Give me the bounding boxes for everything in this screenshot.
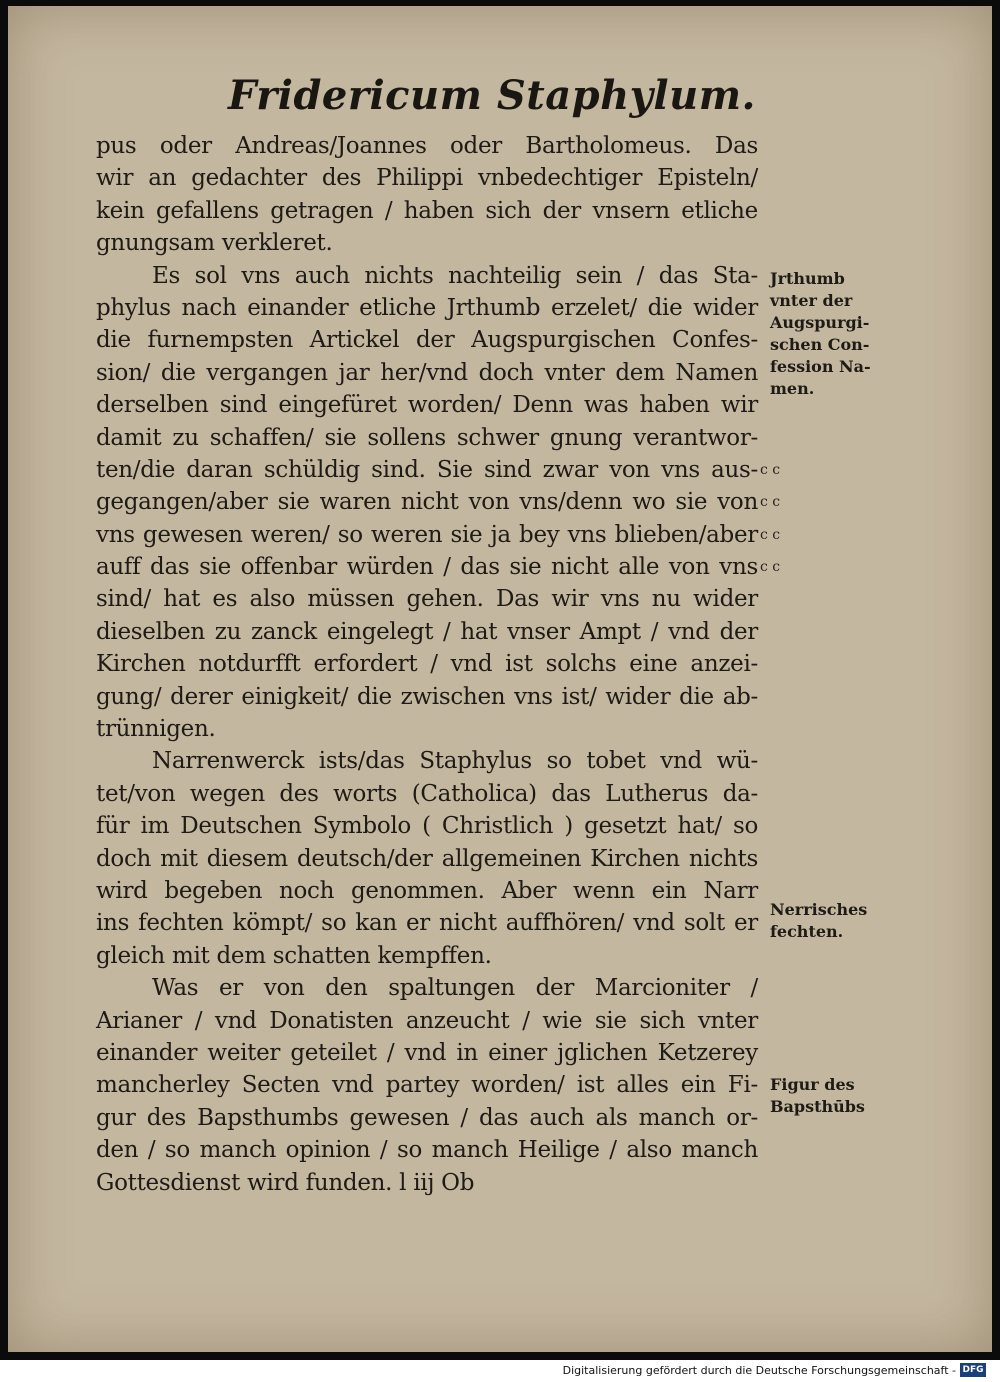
- margin-note-line: fechten.: [770, 922, 844, 941]
- text-line: kein gefallens getragen / haben sich der vnsern etliche: [96, 197, 758, 224]
- margin-note-line: vnter der: [770, 291, 853, 310]
- text-line: den / so manch opinion / so manch Heilige / also manch: [96, 1137, 758, 1164]
- margin-note-nerrisches-fechten: [770, 899, 900, 943]
- digitization-credit: Digitalisierung gefördert durch die Deutsche Forschungsgemeinschaft -: [562, 1364, 956, 1377]
- text-line: für im Deutschen Symbolo ( Christlich ) gesetzt hat/ so: [96, 813, 758, 840]
- text-line: wir an gedachter des Philippi vnbedechtiger Episteln/: [96, 165, 758, 192]
- margin-note-line: Figur des: [770, 1075, 855, 1094]
- margin-note-line: men.: [770, 379, 815, 398]
- text-line: doch mit diesem deutsch/der allgemeinen Kirchen nichts: [96, 845, 758, 872]
- margin-note-line: Bapsthūbs: [770, 1097, 865, 1116]
- body-text: [96, 130, 758, 1199]
- text-line: Was er von den spaltungen der Marcioniter /: [152, 975, 758, 1002]
- text-line: Kirchen notdurfft erfordert / vnd ist solchs eine anzei-: [96, 651, 758, 678]
- text-line: mancherley Secten vnd partey worden/ ist alles ein Fi-: [96, 1072, 758, 1099]
- text-line: dieselben zu zanck eingelegt / hat vnser Ampt / vnd der: [96, 618, 758, 645]
- text-line: tet/von wegen des worts (Catholica) das Lutherus da-: [96, 780, 758, 807]
- text-line: gur des Bapsthumbs gewesen / das auch als manch or-: [96, 1104, 758, 1131]
- dfg-logo: DFG: [960, 1363, 986, 1377]
- margin-note-figur-des-bapsthumbs: [770, 1074, 900, 1118]
- text-line: Arianer / vnd Donatisten anzeucht / wie sie sich vnter: [96, 1007, 758, 1034]
- text-line: sind/ hat es also müssen gehen. Das wir vns nu wider: [96, 586, 758, 613]
- text-line: gegangen/aber sie waren nicht von vns/denn wo sie von: [96, 489, 758, 516]
- text-line: wird begeben noch genommen. Aber wenn ein Narr: [96, 877, 758, 904]
- margin-note-line: Augspurgi-: [770, 313, 870, 332]
- quote-mark: c c: [760, 526, 781, 543]
- margin-note-jrthumb: [770, 268, 900, 400]
- quote-mark: c c: [760, 494, 781, 511]
- text-line: ins fechten kömpt/ so kan er nicht auffhören/ vnd solt er: [96, 910, 758, 937]
- text-line: gnungsam verkleret.: [96, 230, 333, 257]
- text-line: gung/ derer einigkeit/ die zwischen vns ist/ wider die ab-: [96, 683, 758, 710]
- footer-bar: [0, 1360, 1000, 1382]
- running-title: Fridericum Staphylum.: [228, 72, 756, 119]
- text-line: Narrenwerck ists/das Staphylus so tobet vnd wü-: [152, 748, 758, 775]
- quote-mark: c c: [760, 559, 781, 576]
- text-line: die furnempsten Artickel der Augspurgischen Confes-: [96, 327, 758, 354]
- margin-note-line: fession Na-: [770, 357, 871, 376]
- text-line: damit zu schaffen/ sie sollens schwer gnung verantwor-: [96, 424, 758, 451]
- text-line: ten/die daran schüldig sind. Sie sind zwar von vns aus-: [96, 456, 758, 483]
- text-line: sion/ die vergangen jar her/vnd doch vnter dem Namen: [96, 359, 758, 386]
- text-line: phylus nach einander etliche Jrthumb erzelet/ die wider: [96, 294, 758, 321]
- margin-note-line: Jrthumb: [770, 269, 845, 288]
- text-line: gleich mit dem schatten kempffen.: [96, 942, 492, 969]
- quotation-marks: [760, 454, 790, 584]
- text-line: einander weiter geteilet / vnd in einer jglichen Ketzerey: [96, 1039, 758, 1066]
- text-line: derselben sind eingefüret worden/ Denn was haben wir: [96, 392, 758, 419]
- margin-note-line: Nerrisches: [770, 900, 868, 919]
- text-line: pus oder Andreas/Joannes oder Bartholomeus. Das: [96, 133, 758, 159]
- text-line: trünnigen.: [96, 716, 216, 743]
- text-line: Gottesdienst wird funden. l iij Ob: [96, 1169, 475, 1196]
- margin-note-line: schen Con-: [770, 335, 870, 354]
- text-line: auff das sie offenbar würden / das sie nicht alle von vns: [96, 554, 758, 581]
- book-page: [8, 6, 992, 1352]
- text-line: Es sol vns auch nichts nachteilig sein / das Sta-: [152, 262, 758, 289]
- text-line: vns gewesen weren/ so weren sie ja bey vns blieben/aber: [96, 521, 758, 548]
- quote-mark: c c: [760, 462, 781, 478]
